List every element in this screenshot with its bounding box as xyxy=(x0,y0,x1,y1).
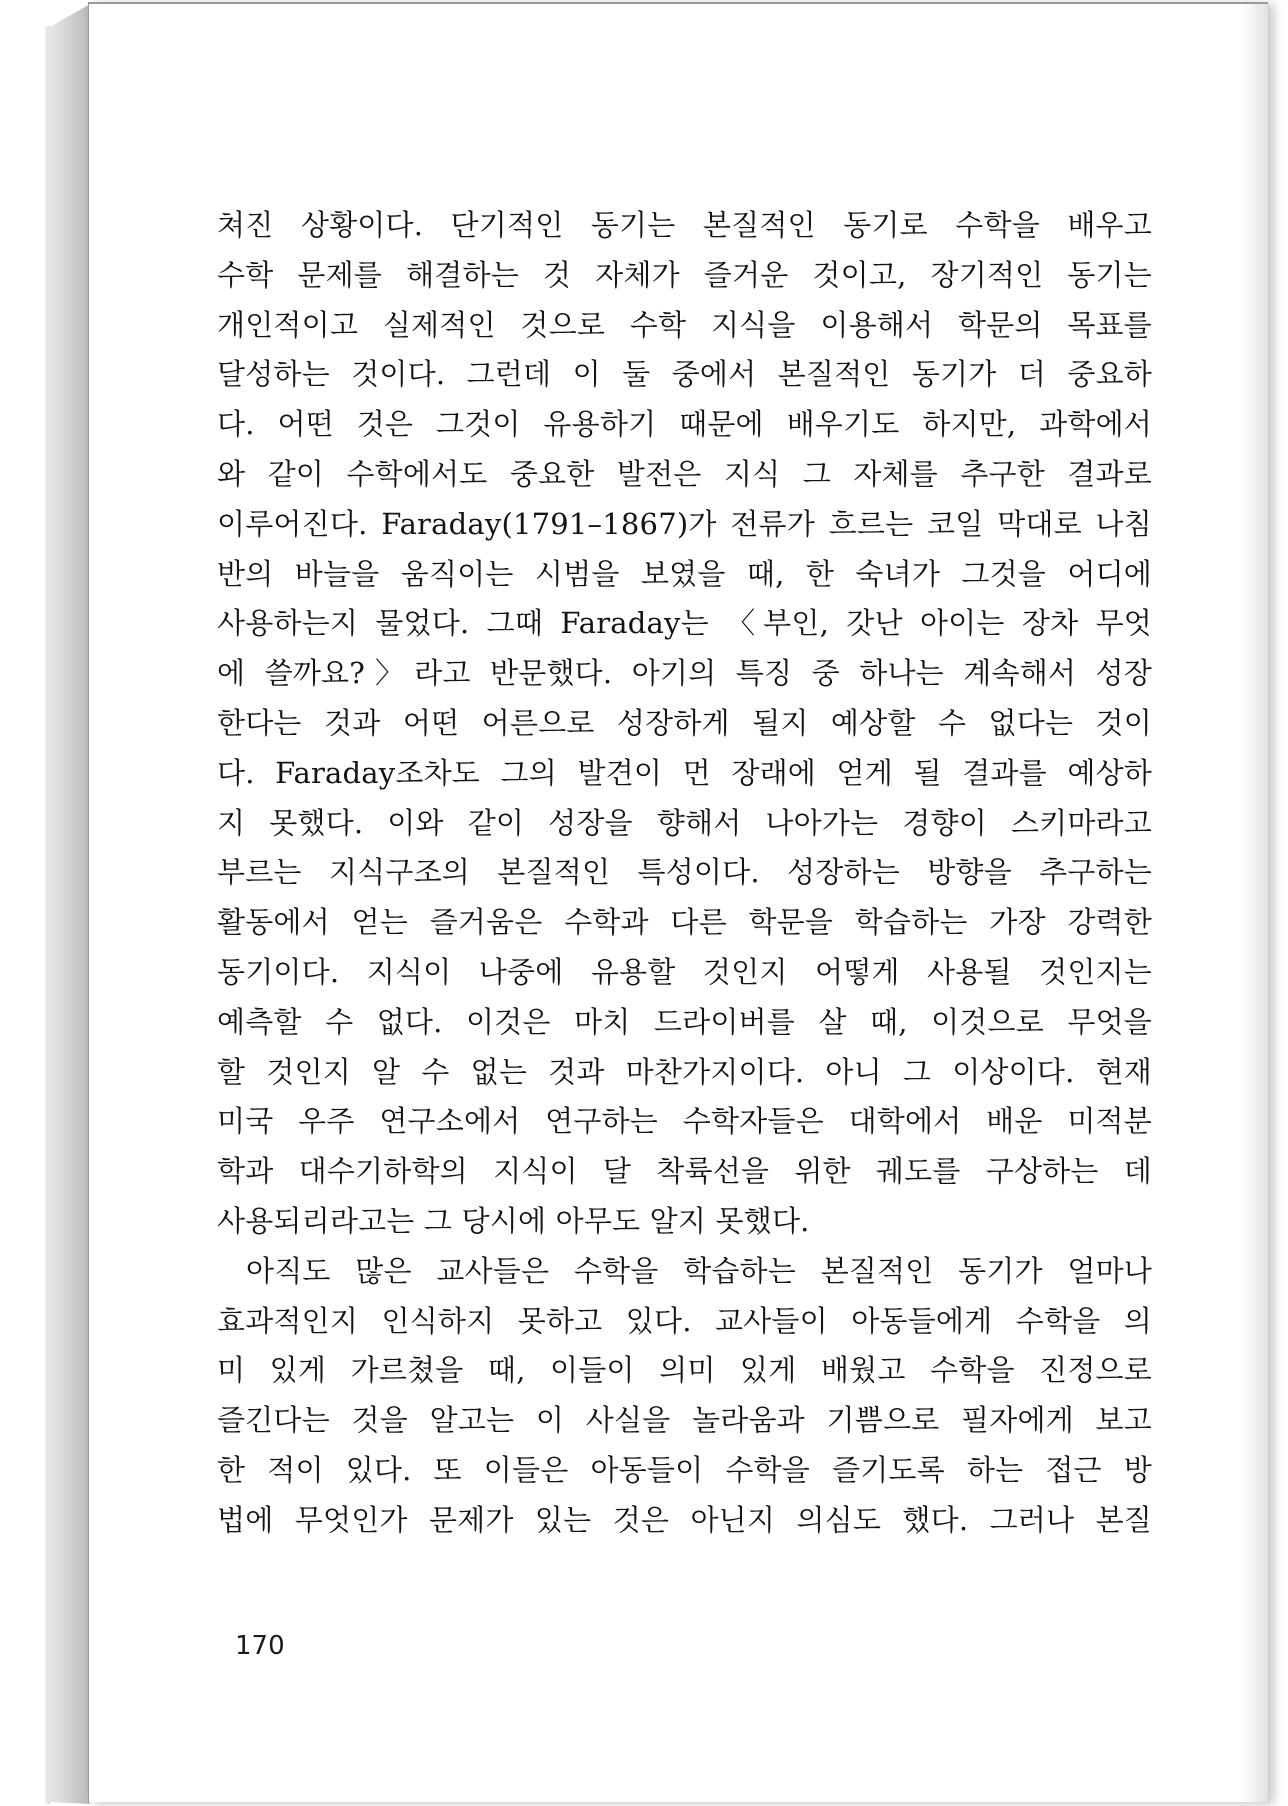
text-line: 한다는 것과 어떤 어른으로 성장하게 될지 예상할 수 없다는 것이 xyxy=(217,705,1152,740)
text-line: 아직도 많은 교사들은 수학을 학습하는 본질적인 동기가 얼마나 xyxy=(246,1253,1152,1288)
text-line: 할 것인지 알 수 없는 것과 마찬가지이다. 아니 그 이상이다. 현재 xyxy=(217,1054,1152,1089)
text-line: 미국 우주 연구소에서 연구하는 수학자들은 대학에서 배운 미적분 xyxy=(217,1104,1152,1139)
text-line: 와 같이 수학에서도 중요한 발전은 지식 그 자체를 추구한 결과로 xyxy=(217,456,1152,491)
text-line: 개인적이고 실제적인 것으로 수학 지식을 이용해서 학문의 목표를 xyxy=(217,307,1152,342)
text-line: 쳐진 상황이다. 단기적인 동기는 본질적인 동기로 수학을 배우고 xyxy=(217,208,1152,242)
text-line: 효과적인지 인식하지 못하고 있다. 교사들이 아동들에게 수학을 의 xyxy=(217,1303,1152,1338)
body-text xyxy=(217,201,1152,1546)
text-line: 수학 문제를 해결하는 것 자체가 즐거운 것이고, 장기적인 동기는 xyxy=(217,257,1152,292)
text-line: 이루어진다. Faraday(1791–1867)가 전류가 흐르는 코일 막대로 나침 xyxy=(217,506,1152,541)
text-line: 학과 대수기하학의 지식이 달 착륙선을 위한 궤도를 구상하는 데 xyxy=(217,1154,1152,1189)
text-line: 즐긴다는 것을 알고는 이 사실을 놀라움과 기쁨으로 필자에게 보고 xyxy=(217,1403,1152,1438)
text-line: 부르는 지식구조의 본질적인 특성이다. 성장하는 방향을 추구하는 xyxy=(217,855,1152,890)
book-page xyxy=(88,2,1268,1802)
text-line: 다. 어떤 것은 그것이 유용하기 때문에 배우기도 하지만, 과학에서 xyxy=(217,407,1152,442)
text-line: 동기이다. 지식이 나중에 유용할 것인지 어떻게 사용될 것인지는 xyxy=(217,954,1152,989)
text-line: 다. Faraday조차도 그의 발견이 먼 장래에 얻게 될 결과를 예상하 xyxy=(217,755,1152,790)
text-line: 한 적이 있다. 또 이들은 아동들이 수학을 즐기도록 하는 접근 방 xyxy=(217,1452,1152,1487)
text-line: 미 있게 가르쳤을 때, 이들이 의미 있게 배웠고 수학을 진정으로 xyxy=(217,1353,1152,1388)
text-line: 지 못했다. 이와 같이 성장을 향해서 나아가는 경향이 스키마라고 xyxy=(217,805,1152,840)
text-line: 활동에서 얻는 즐거움은 수학과 다른 학문을 학습하는 가장 강력한 xyxy=(217,905,1152,940)
text-line: 달성하는 것이다. 그런데 이 둘 중에서 본질적인 동기가 더 중요하 xyxy=(217,357,1152,392)
text-line: 법에 무엇인가 문제가 있는 것은 아닌지 의심도 했다. 그러나 본질 xyxy=(217,1502,1152,1537)
text-line: 에 쓸까요?〉라고 반문했다. 아기의 특징 중 하나는 계속해서 성장 xyxy=(217,656,1152,691)
text-line: 반의 바늘을 움직이는 시범을 보였을 때, 한 숙녀가 그것을 어디에 xyxy=(217,556,1152,591)
book-spine xyxy=(48,4,90,1804)
text-line: 사용되리라고는 그 당시에 아무도 알지 못했다. xyxy=(217,1203,810,1238)
text-line: 사용하는지 물었다. 그때 Faraday는 〈부인, 갓난 아이는 장차 무엇 xyxy=(217,606,1152,641)
page-number: 170 xyxy=(235,1631,285,1661)
text-line: 예측할 수 없다. 이것은 마치 드라이버를 살 때, 이것으로 무엇을 xyxy=(217,1004,1152,1039)
